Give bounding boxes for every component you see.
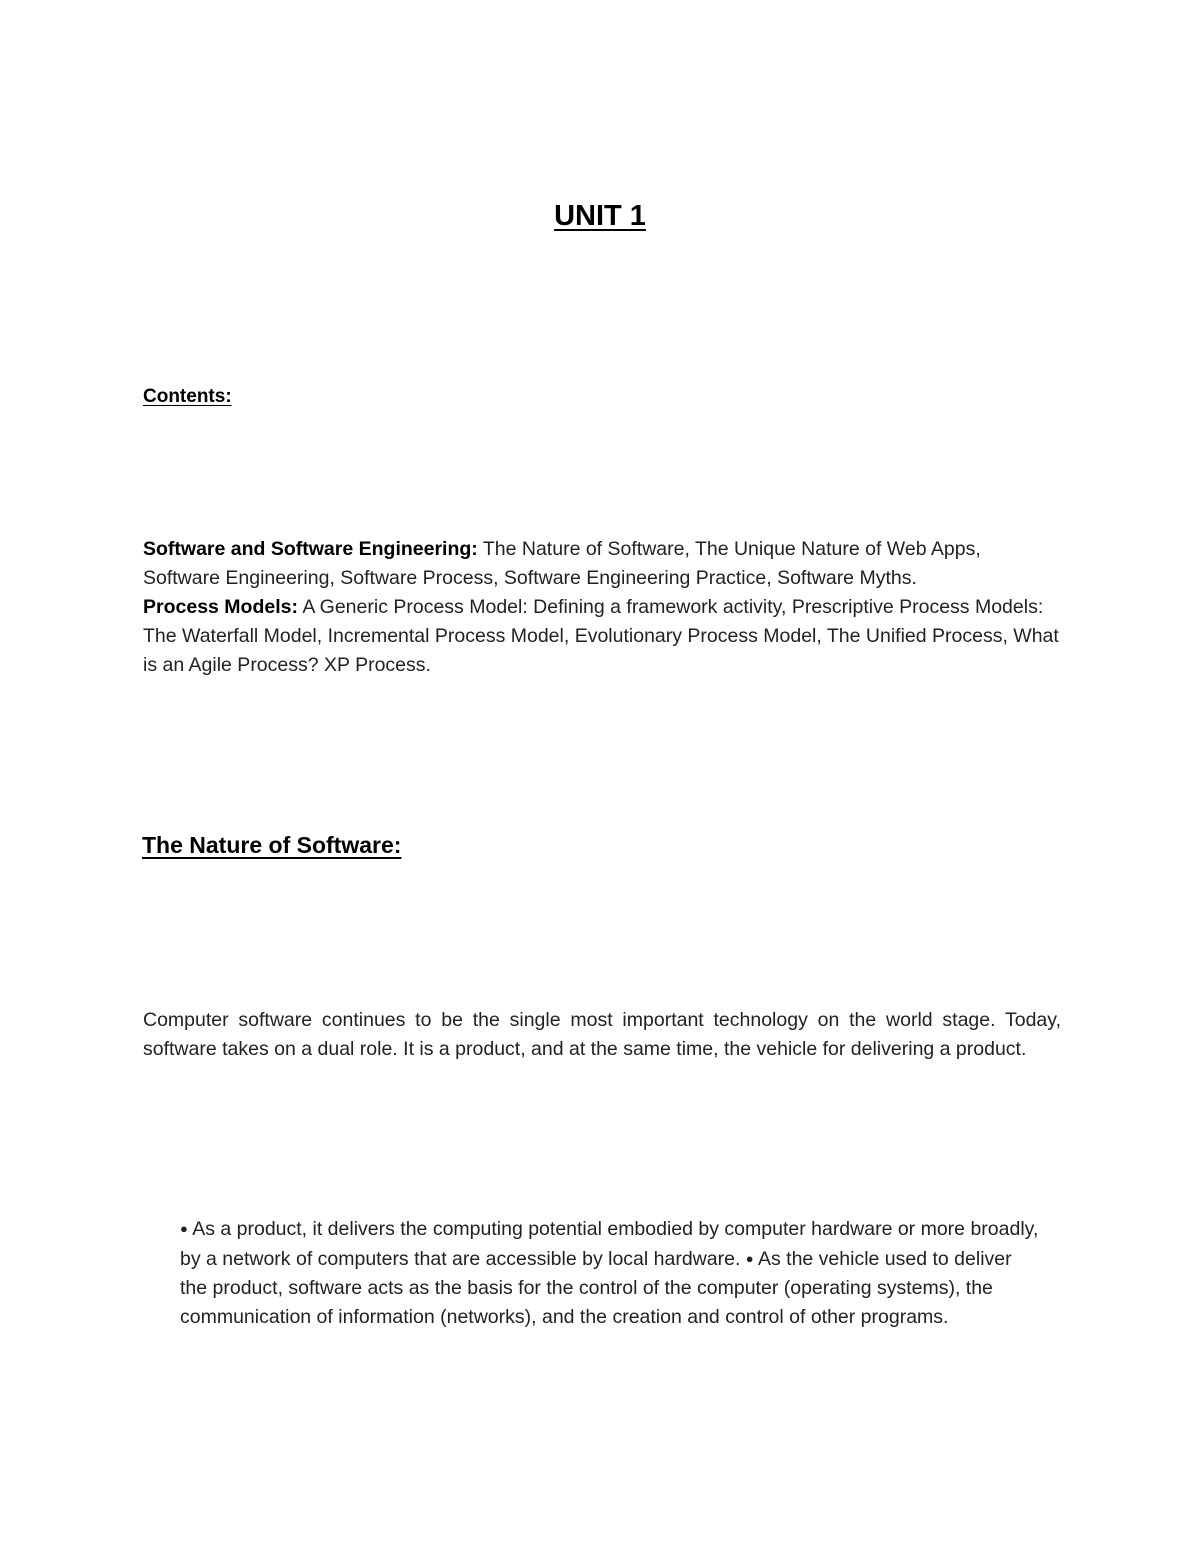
syllabus-entry-process-models: [143, 593, 1063, 680]
contents-heading: Contents:: [143, 386, 232, 407]
syllabus-topics: The Nature of Software, The Unique Nature of Web Apps, Software Engineering, Software Process, Software Engineering Practice, Software Myths.: [143, 538, 981, 589]
bullet-text: As the vehicle used to deliver the product, software acts as the basis for the control of the computer (operating systems), the communication of information (networks), and the creation and control of other programs.: [180, 1248, 1012, 1328]
syllabus-paragraph: [143, 535, 1063, 680]
bullet-icon: ●: [745, 1251, 754, 1266]
section-heading: The Nature of Software:: [142, 832, 402, 858]
bullet-paragraph: [180, 1214, 1040, 1332]
syllabus-label: Process Models:: [143, 596, 298, 618]
bullet-text: As a product, it delivers the computing potential embodied by computer hardware or more broadly, by a network of computers that are accessible by local hardware.: [180, 1218, 1039, 1270]
syllabus-topics: A Generic Process Model: Defining a framework activity, Prescriptive Process Models: The Waterfall Model, Incremental Process Model, Evolutionary Process Model, The Unified Process, What is an Agile Process? XP Process.: [143, 596, 1059, 676]
bullet-icon: ●: [180, 1221, 188, 1236]
syllabus-entry-software-engineering: [143, 535, 1063, 593]
unit-title: UNIT 1: [554, 200, 646, 232]
syllabus-label: Software and Software Engineering:: [143, 538, 478, 560]
intro-paragraph: Computer software continues to be the single most important technology on the world stage. Today, software takes on a dual role. It is a product, and at the same time, the vehicle for delivering a product.: [143, 1009, 1061, 1060]
